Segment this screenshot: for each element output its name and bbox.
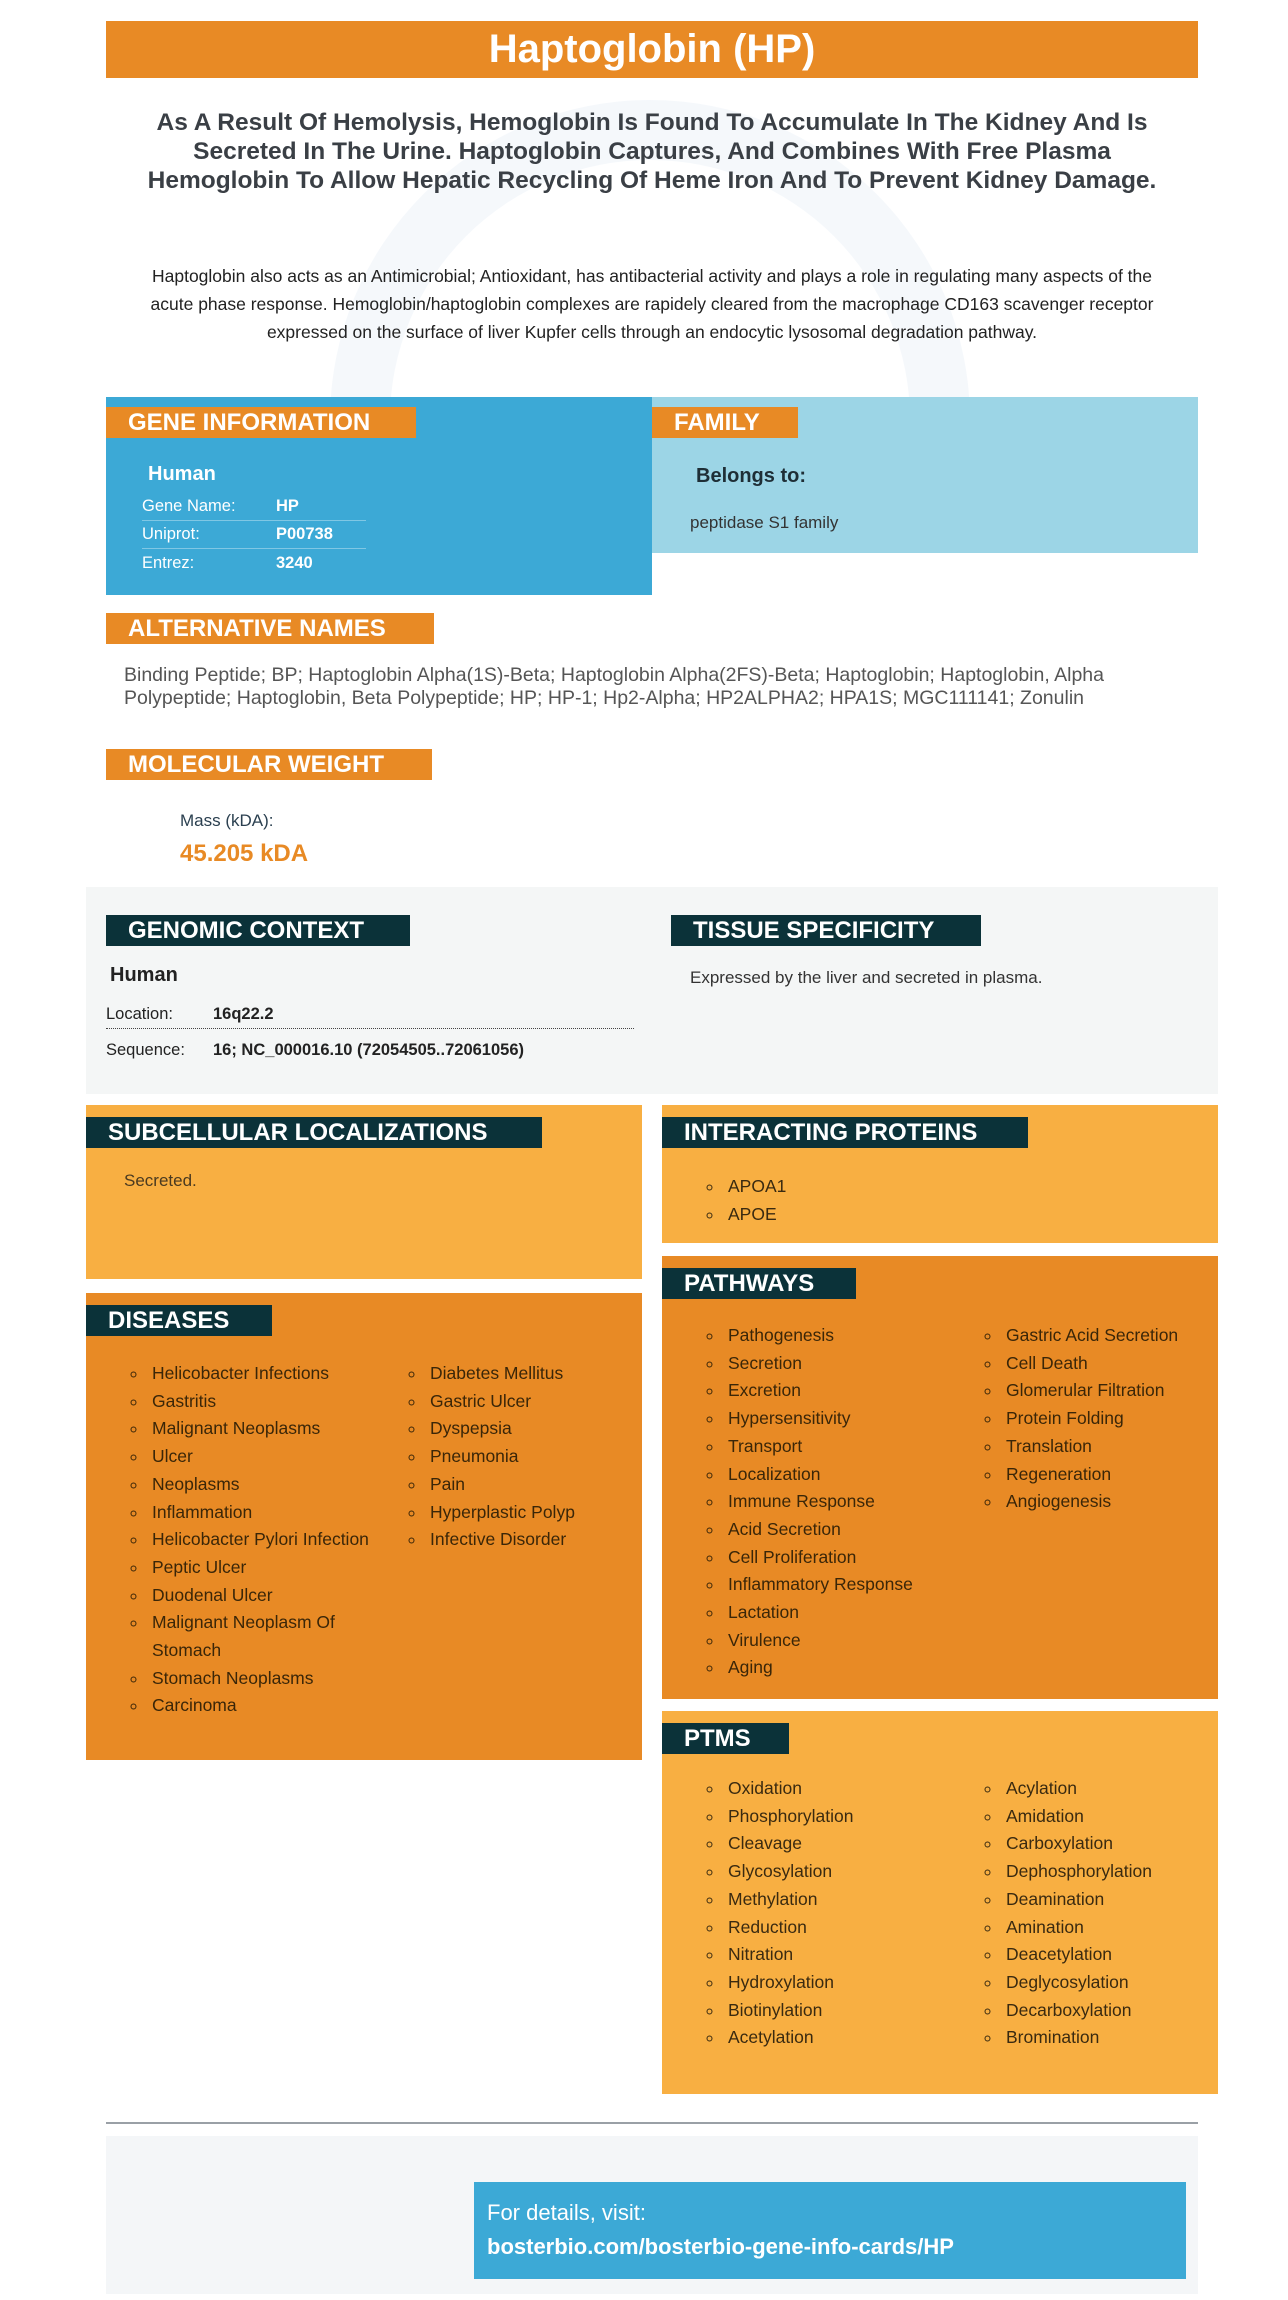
list-item: ◦ Infective Disorder <box>426 1526 628 1554</box>
belongs-to-label: Belongs to: <box>696 465 806 487</box>
list-item: ◦ Cleavage <box>724 1830 966 1858</box>
genomic-species: Human <box>110 964 178 986</box>
list-item: ◦ Deacetylation <box>1002 1941 1210 1969</box>
list-item: ◦ Acid Secretion <box>724 1516 966 1544</box>
list-item: ◦ APOA1 <box>724 1173 786 1201</box>
diseases-list-col1 <box>130 1360 370 1720</box>
list-item: ◦ Hypersensitivity <box>724 1405 966 1433</box>
tissue-specificity-heading: TISSUE SPECIFICITY <box>671 915 981 946</box>
gene-row-label: Uniprot: <box>142 525 200 543</box>
list-item: ◦ Angiogenesis <box>1002 1488 1210 1516</box>
details-link-box[interactable] <box>474 2182 1186 2279</box>
list-item: ◦ Ulcer <box>148 1443 370 1471</box>
list-item: ◦ Gastritis <box>148 1388 370 1416</box>
list-item: ◦ Methylation <box>724 1886 966 1914</box>
sequence-value: 16; NC_000016.10 (72054505..72061056) <box>213 1040 525 1059</box>
details-label: For details, visit: <box>487 2200 646 2225</box>
list-item: ◦ Acetylation <box>724 2024 966 2052</box>
list-item: ◦ Excretion <box>724 1377 966 1405</box>
sequence-row <box>106 1036 634 1064</box>
alternative-names-text: Binding Peptide; BP; Haptoglobin Alpha(1S)-Beta; Haptoglobin Alpha(2FS)-Beta; Haptoglobin; Haptoglobin, Alpha Polypeptide; Haptoglobin, Beta Polypeptide; HP; HP-1; Hp2-Alpha; HP2ALPHA2; HPA1S; MGC111141; Zonulin <box>124 664 1104 709</box>
diseases-list-col2 <box>408 1360 628 1554</box>
list-item: ◦ Localization <box>724 1461 966 1489</box>
list-item: ◦ Hydroxylation <box>724 1969 966 1997</box>
list-item: ◦ Carboxylation <box>1002 1830 1210 1858</box>
location-label: Location: <box>106 1005 173 1023</box>
list-item: ◦ Malignant Neoplasm Of Stomach <box>148 1609 370 1664</box>
gene-row-entrez <box>142 549 366 577</box>
ptms-list-col1 <box>706 1775 966 2052</box>
gene-species: Human <box>148 463 216 485</box>
list-item: ◦ Dephosphorylation <box>1002 1858 1210 1886</box>
list-item: ◦ Nitration <box>724 1941 966 1969</box>
pathways-list-col1 <box>706 1322 966 1682</box>
interacting-proteins-panel <box>662 1105 1218 1243</box>
location-row <box>106 1001 634 1029</box>
gene-row-label: Entrez: <box>142 553 195 572</box>
list-item: ◦ Secretion <box>724 1350 966 1378</box>
list-item: ◦ Dyspepsia <box>426 1415 628 1443</box>
list-item: ◦ Peptic Ulcer <box>148 1554 370 1582</box>
pathways-panel <box>662 1256 1218 1699</box>
family-value: peptidase S1 family <box>690 513 839 532</box>
subcellular-panel <box>86 1105 642 1279</box>
ptms-list-col2 <box>984 1775 1210 2052</box>
location-value: 16q22.2 <box>213 1005 274 1023</box>
list-item: ◦ Amidation <box>1002 1803 1210 1831</box>
list-item: ◦ Transport <box>724 1433 966 1461</box>
list-item: ◦ Amination <box>1002 1914 1210 1942</box>
subcellular-heading: SUBCELLULAR LOCALIZATIONS <box>86 1117 542 1148</box>
list-item: ◦ Neoplasms <box>148 1471 370 1499</box>
list-item: ◦ Gastric Ulcer <box>426 1388 628 1416</box>
mass-label: Mass (kDA): <box>180 811 274 830</box>
list-item: ◦ Virulence <box>724 1627 966 1655</box>
list-item: ◦ Deamination <box>1002 1886 1210 1914</box>
list-item: ◦ Decarboxylation <box>1002 1997 1210 2025</box>
subcellular-text: Secreted. <box>124 1171 197 1190</box>
pathways-heading: PATHWAYS <box>662 1268 856 1299</box>
details-link[interactable]: bosterbio.com/bosterbio-gene-info-cards/HP <box>487 2234 954 2259</box>
list-item: ◦ Cell Death <box>1002 1350 1210 1378</box>
list-item: ◦ Biotinylation <box>724 1997 966 2025</box>
ptms-heading: PTMS <box>662 1723 789 1754</box>
tissue-specificity-text: Expressed by the liver and secreted in plasma. <box>690 968 1043 987</box>
diseases-heading: DISEASES <box>86 1305 272 1336</box>
list-item: ◦ Cell Proliferation <box>724 1544 966 1572</box>
list-item: ◦ Pain <box>426 1471 628 1499</box>
list-item: ◦ Aging <box>724 1654 966 1682</box>
pathways-list-col2 <box>984 1322 1210 1516</box>
list-item: ◦ Inflammatory Response <box>724 1571 966 1599</box>
list-item: ◦ Glomerular Filtration <box>1002 1377 1210 1405</box>
diseases-panel <box>86 1293 642 1760</box>
footer-divider <box>106 2122 1198 2124</box>
list-item: ◦ Immune Response <box>724 1488 966 1516</box>
intro-paragraph: Haptoglobin also acts as an Antimicrobial; Antioxidant, has antibacterial activity and plays a role in regulating many aspects of the acute phase response. Hemoglobin/haptoglobin complexes are rapidely cleared from the macrophage CD163 scavenger receptor expressed on the surface of liver Kupfer cells through an endocytic lysosomal degradation pathway. <box>150 266 1154 342</box>
gene-row-value: P00738 <box>276 525 333 543</box>
mass-value: 45.205 kDA <box>180 840 309 867</box>
list-item: ◦ Diabetes Mellitus <box>426 1360 628 1388</box>
list-item: ◦ Malignant Neoplasms <box>148 1415 370 1443</box>
gene-row-value: HP <box>276 497 299 515</box>
list-item: ◦ Glycosylation <box>724 1858 966 1886</box>
alternative-names-heading: ALTERNATIVE NAMES <box>106 613 434 644</box>
ptms-panel <box>662 1711 1218 2094</box>
list-item: ◦ Pathogenesis <box>724 1322 966 1350</box>
list-item: ◦ Reduction <box>724 1914 966 1942</box>
list-item: ◦ Protein Folding <box>1002 1405 1210 1433</box>
list-item: ◦ Stomach Neoplasms <box>148 1665 370 1693</box>
list-item: ◦ Bromination <box>1002 2024 1210 2052</box>
list-item: ◦ Deglycosylation <box>1002 1969 1210 1997</box>
list-item: ◦ Helicobacter Infections <box>148 1360 370 1388</box>
gene-row-uniprot <box>142 521 366 549</box>
list-item: ◦ Gastric Acid Secretion <box>1002 1322 1210 1350</box>
list-item: ◦ Carcinoma <box>148 1692 370 1720</box>
list-item: ◦ Phosphorylation <box>724 1803 966 1831</box>
list-item: ◦ Regeneration <box>1002 1461 1210 1489</box>
interacting-proteins-list <box>706 1173 786 1228</box>
family-panel <box>652 397 1198 553</box>
interacting-proteins-heading: INTERACTING PROTEINS <box>662 1117 1028 1148</box>
list-item: ◦ Duodenal Ulcer <box>148 1582 370 1610</box>
gene-row-name <box>142 493 366 521</box>
gene-row-label: Gene Name: <box>142 497 236 515</box>
list-item: ◦ APOE <box>724 1201 786 1229</box>
list-item: ◦ Lactation <box>724 1599 966 1627</box>
list-item: ◦ Acylation <box>1002 1775 1210 1803</box>
page-title: Haptoglobin (HP) <box>106 21 1198 78</box>
molecular-weight-heading: MOLECULAR WEIGHT <box>106 749 432 780</box>
sequence-label: Sequence: <box>106 1040 185 1059</box>
headline: As A Result Of Hemolysis, Hemoglobin Is Found To Accumulate In The Kidney And Is Secreted In The Urine. Haptoglobin Captures, And Combines With Free Plasma Hemoglobin To Allow Hepatic Recycling Of Heme Iron And To Prevent Kidney Damage. <box>147 109 1157 194</box>
list-item: ◦ Oxidation <box>724 1775 966 1803</box>
list-item: ◦ Pneumonia <box>426 1443 628 1471</box>
list-item: ◦ Helicobacter Pylori Infection <box>148 1526 370 1554</box>
list-item: ◦ Hyperplastic Polyp <box>426 1499 628 1527</box>
gene-row-value: 3240 <box>276 553 313 572</box>
gene-table <box>142 493 366 577</box>
list-item: ◦ Inflammation <box>148 1499 370 1527</box>
family-heading: FAMILY <box>652 407 798 438</box>
genomic-context-heading: GENOMIC CONTEXT <box>106 915 410 946</box>
list-item: ◦ Translation <box>1002 1433 1210 1461</box>
gene-information-panel <box>106 397 652 595</box>
gene-information-heading: GENE INFORMATION <box>106 407 416 438</box>
